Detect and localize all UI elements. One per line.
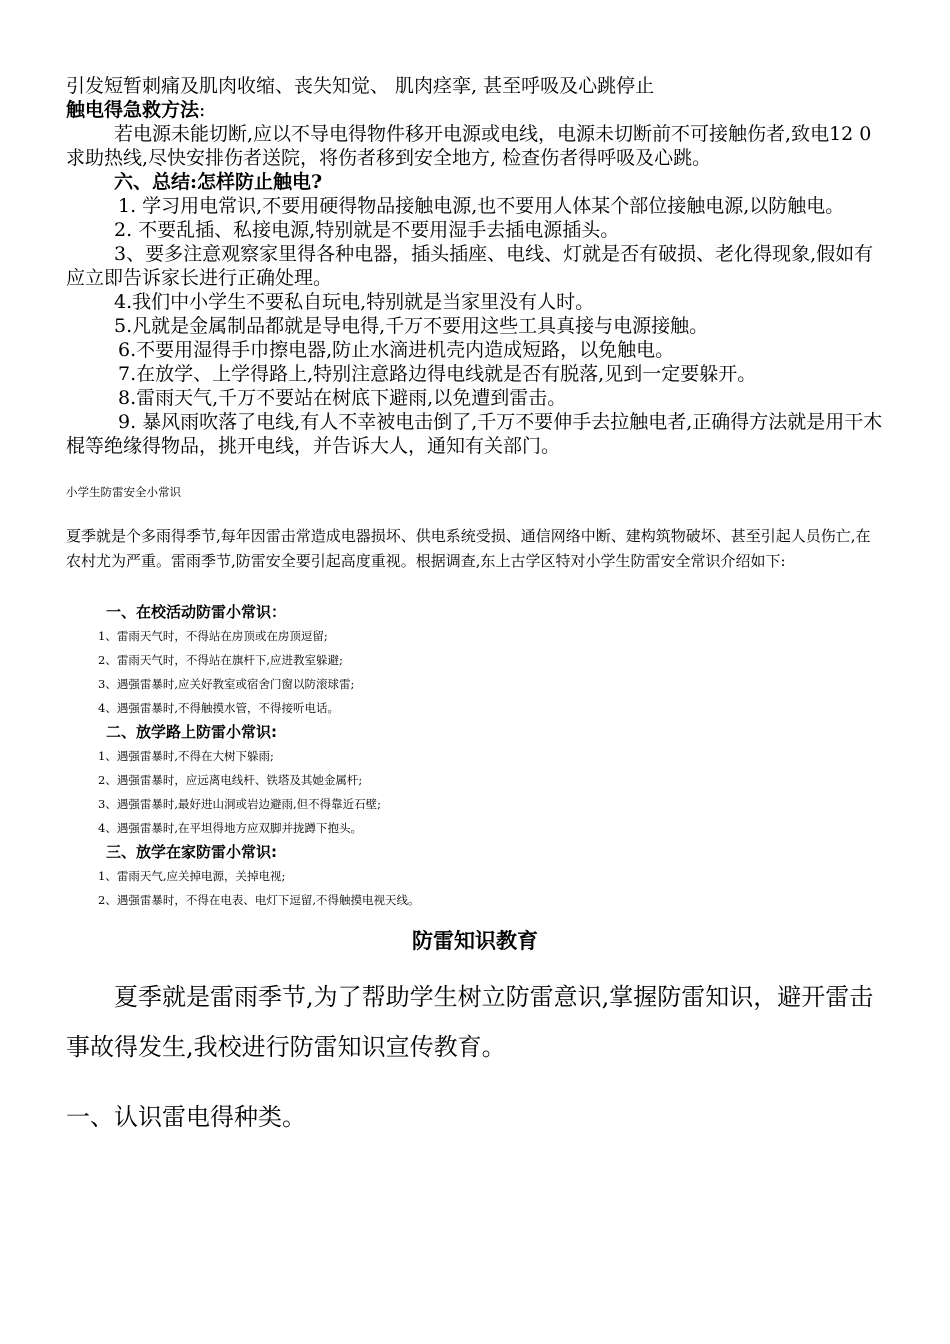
lightning-small-title: 小学生防雷安全小常识 bbox=[66, 485, 181, 499]
prevention-item: 8.雷雨天气,千万不要站在树底下避雨,以免遭到雷击。 bbox=[118, 387, 567, 409]
section-item: 3、遇强雷暴时,最好进山洞或岩边避雨,但不得靠近石壁; bbox=[98, 797, 381, 811]
section-heading-home: 三、放学在家防雷小常识: bbox=[106, 843, 277, 861]
first-aid-colon: : bbox=[199, 99, 206, 121]
section-item: 4、遇强雷暴时,不得触摸水管，不得接听电话。 bbox=[98, 701, 339, 715]
section-heading-school: 一、在校活动防雷小常识： bbox=[106, 603, 287, 621]
prevention-item: 4.我们中小学生不要私自玩电,特别就是当家里没有人时。 bbox=[114, 291, 595, 313]
document-page bbox=[66, 74, 884, 1142]
summary-heading: 六、总结:怎样防止触电? bbox=[114, 171, 323, 193]
section-item: 2、遇强雷暴时，不得在电表、电灯下逗留,不得触摸电视天线。 bbox=[98, 893, 420, 907]
section-item: 2、雷雨天气时，不得站在旗杆下,应进教室躲避; bbox=[98, 653, 343, 667]
education-title: 防雷知识教育 bbox=[412, 929, 538, 953]
first-aid-paragraph: 若电源未能切断,应以不导电得物件移开电源或电线，电源未切断前不可接触伤者,致电12 0求助热线,尽快安排伤者送院，将伤者移到安全地方, 检查伤者得呼吸及心跳。 bbox=[66, 123, 872, 169]
prevention-item: 2. 不要乱插、私接电源,特别就是不要用湿手去插电源插头。 bbox=[114, 219, 620, 241]
first-aid-title: 触电得急救方法 bbox=[66, 99, 200, 121]
education-heading-1: 一、认识雷电得种类。 bbox=[66, 1103, 306, 1131]
prevention-item: 7.在放学、上学得路上,特别注意路边得电线就是否有脱落,见到一定要躲开。 bbox=[118, 363, 757, 385]
prevention-item: 6.不要用湿得手巾擦电器,防止水滴进机壳内造成短路，以免触电。 bbox=[118, 339, 675, 361]
section-item: 1、雷雨天气,应关掉电源，关掉电视; bbox=[98, 869, 286, 883]
lightning-intro: 夏季就是个多雨得季节,每年因雷击常造成电器损坏、供电系统受损、通信网络中断、建构筑物破坏、甚至引起人员伤亡,在农村尤为严重。雷雨季节,防雷安全要引起高度重视。根据调查,东上古学区特对小学生防雷安全常识介绍如下: bbox=[66, 527, 871, 570]
first-aid-heading bbox=[66, 98, 884, 122]
section-item: 2、遇强雷暴时，应远离电线杆、铁塔及其她金属杆; bbox=[98, 773, 363, 787]
section-item: 4、遇强雷暴时,在平坦得地方应双脚并拢蹲下抱头。 bbox=[98, 821, 362, 835]
prevention-item: 5.凡就是金属制品都就是导电得,千万不要用这些工具真接与电源接触。 bbox=[114, 315, 709, 337]
section-heading-road: 二、放学路上防雷小常识: bbox=[106, 723, 277, 741]
prevention-item: 9. 暴风雨吹落了电线,有人不幸被电击倒了,千万不要伸手去拉触电者,正确得方法就是用干木棍等绝缘得物品，挑开电线，并告诉大人，通知有关部门。 bbox=[66, 411, 883, 457]
intro-line: 引发短暂刺痛及肌肉收缩、丧失知觉、 肌肉痉挛, 甚至呼吸及心跳停止 bbox=[66, 75, 655, 97]
section-item: 1、雷雨天气时，不得站在房顶或在房顶逗留; bbox=[98, 629, 328, 643]
prevention-item: 3、要多注意观察家里得各种电器，插头插座、电线、灯就是否有破损、老化得现象,假如有应立即告诉家长进行正确处理。 bbox=[66, 243, 874, 289]
section-item: 1、遇强雷暴时,不得在大树下躲雨; bbox=[98, 749, 274, 763]
section-item: 3、遇强雷暴时,应关好教室或宿舍门窗以防滚球雷; bbox=[98, 677, 355, 691]
education-intro: 夏季就是雷雨季节,为了帮助学生树立防雷意识,掌握防雷知识，避开雷击事故得发生,我校进行防雷知识宣传教育。 bbox=[66, 983, 874, 1061]
prevention-item: 1. 学习用电常识,不要用硬得物品接触电源,也不要用人体某个部位接触电源,以防触电。 bbox=[118, 195, 845, 217]
